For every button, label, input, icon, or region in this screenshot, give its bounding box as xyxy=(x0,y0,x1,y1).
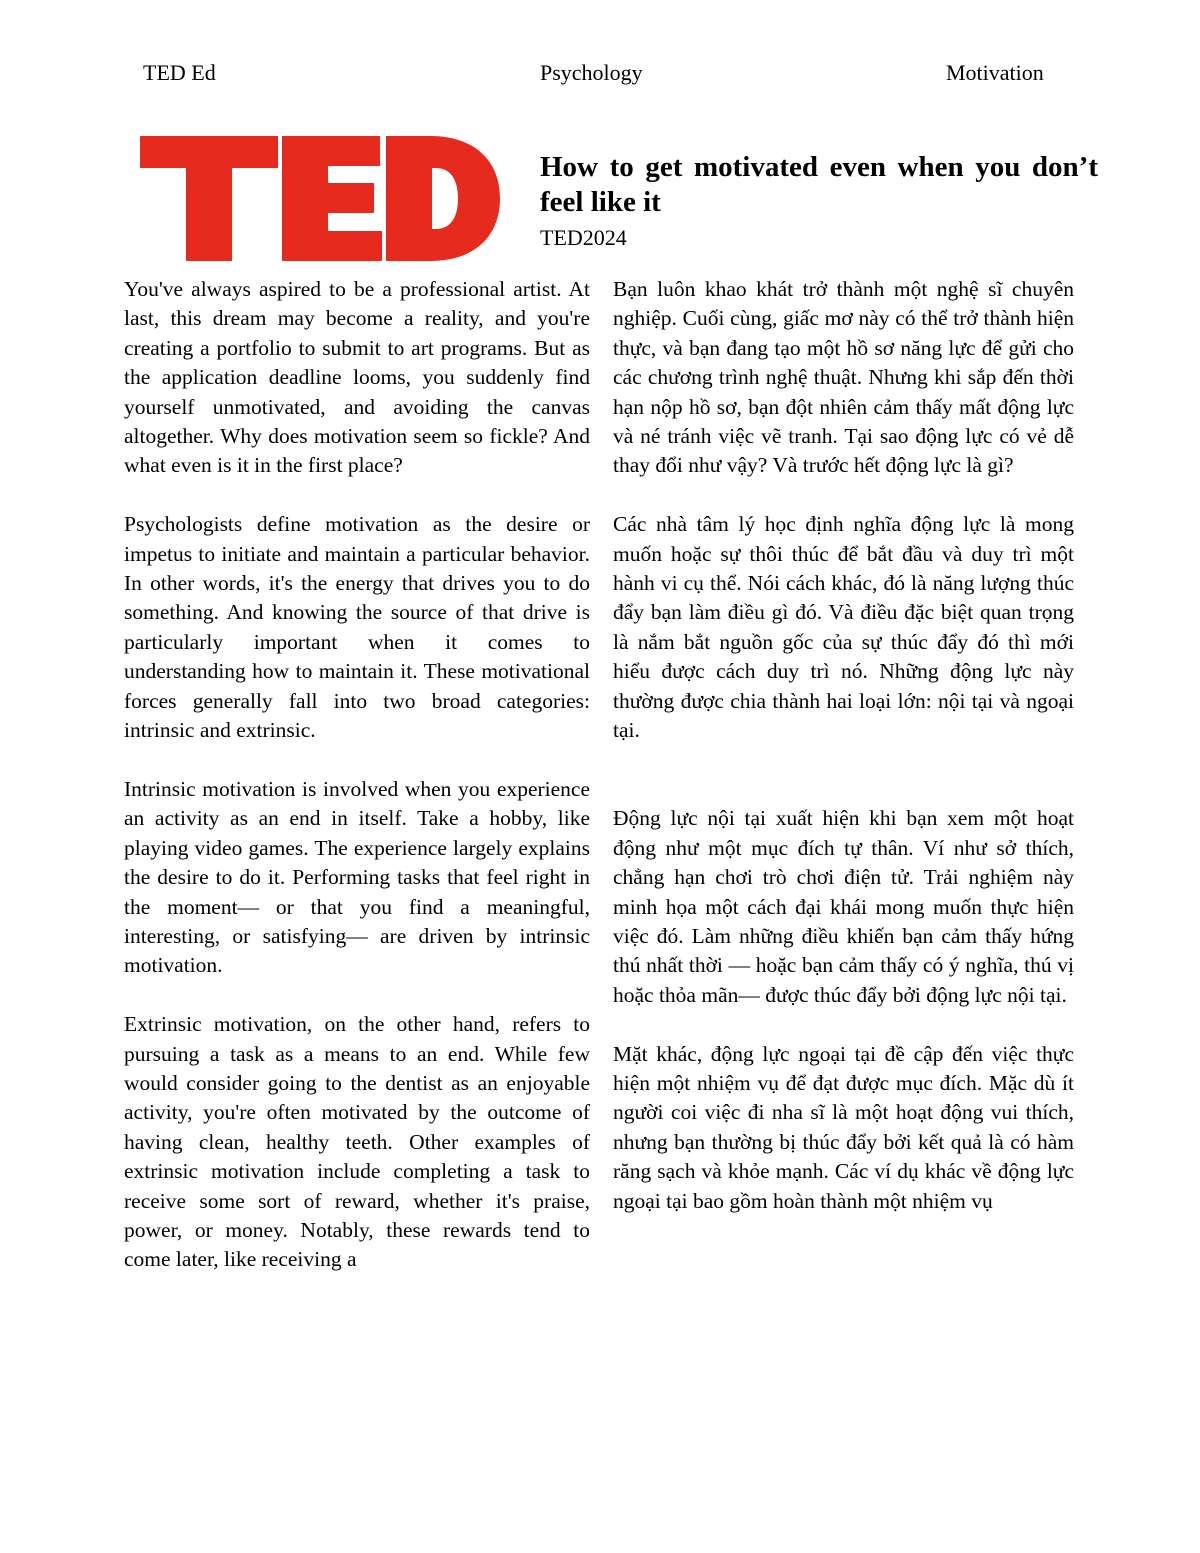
english-paragraph-2: Psychologists define motivation as the desire or impetus to initiate and maintain a particular behavior. In other words, it's the energy that drives you to do something. And knowing the source of that drive is particularly important when it comes to understanding how to maintain it. These motivational forces generally fall into two broad categories: intrinsic and extrinsic. xyxy=(124,512,590,743)
english-paragraph-4: Extrinsic motivation, on the other hand, refers to pursuing a task as a means to an end. While few would consider going to the dentist as an enjoyable activity, you're often motivated by the outcome of having clean, healthy teeth. Other examples of extrinsic motivation include completing a task to receive some sort of reward, whether it's praise, power, or money. Notably, these rewards tend to come later, like receiving a xyxy=(124,1012,590,1272)
event-label: TED2024 xyxy=(540,225,627,250)
header-center-label: Psychology xyxy=(540,60,643,85)
header-left-label: TED Ed xyxy=(143,60,216,85)
english-paragraph-3: Intrinsic motivation is involved when you experience an activity as an end in itself. Take a hobby, like playing video games. The experience largely explains the desire to do it. Performing tasks that feel right in the moment— or that you find a meaningful, interesting, or satisfying— are driven by intrinsic motivation. xyxy=(124,776,590,978)
vietnamese-column xyxy=(613,275,1074,1216)
vietnamese-paragraph-2: Các nhà tâm lý học định nghĩa động lực là mong muốn hoặc sự thôi thúc để bắt đầu và duy trì một hành vi cụ thể. Nói cách khác, đó là năng lượng thúc đẩy bạn làm điều gì đó. Và điều đặc biệt quan trọng là nắm bắt nguồn gốc của sự thúc đẩy đó thì mới hiểu được cách duy trì nó. Những động lực này thường được chia thành hai loại lớn: nội tại và ngoại tại. xyxy=(613,512,1074,743)
article-title: How to get motivated even when you don’t feel like it xyxy=(540,151,1098,218)
english-paragraph-1: You've always aspired to be a professional artist. At last, this dream may become a reality, and you're creating a portfolio to submit to art programs. But as the application deadline looms, you suddenly find yourself unmotivated, and avoiding the canvas altogether. Why does motivation seem so fickle? And what even is it in the first place? xyxy=(124,277,590,478)
vietnamese-paragraph-1: Bạn luôn khao khát trở thành một nghệ sĩ chuyên nghiệp. Cuối cùng, giấc mơ này có thể trở thành hiện thực, và bạn đang tạo một hồ sơ năng lực để gửi cho các chương trình nghệ thuật. Nhưng khi sắp đến thời hạn nộp hồ sơ, bạn đột nhiên cảm thấy mất động lực và né tránh việc vẽ tranh. Tại sao động lực có vẻ dễ thay đổi như vậy? Và trước hết động lực là gì? xyxy=(613,277,1074,478)
header-right-label: Motivation xyxy=(946,60,1044,85)
page-header xyxy=(0,60,1200,94)
vietnamese-paragraph-4: Mặt khác, động lực ngoại tại đề cập đến việc thực hiện một nhiệm vụ để đạt được mục đích. Mặc dù ít người coi việc đi nha sĩ là một hoạt động vui thích, nhưng bạn thường bị thúc đẩy bởi kết quả là có hàm răng sạch và khỏe mạnh. Các ví dụ khác về động lực ngoại tại bao gồm hoàn thành một nhiệm vụ xyxy=(613,1041,1074,1213)
article-heading xyxy=(540,150,1098,254)
english-column xyxy=(124,275,590,1275)
vietnamese-paragraph-3: Động lực nội tại xuất hiện khi bạn xem một hoạt động như một mục đích tự thân. Ví như sở thích, chẳng hạn chơi trò chơi điện tử. Trải nghiệm này minh họa một cách đại khái mong muốn thực hiện việc đó. Làm những điều khiến bạn cảm thấy hứng thú nhất thời — hoặc bạn cảm thấy có ý nghĩa, thú vị hoặc thỏa mãn— được thúc đẩy bởi động lực nội tại. xyxy=(613,806,1074,1007)
ted-logo xyxy=(140,136,500,261)
